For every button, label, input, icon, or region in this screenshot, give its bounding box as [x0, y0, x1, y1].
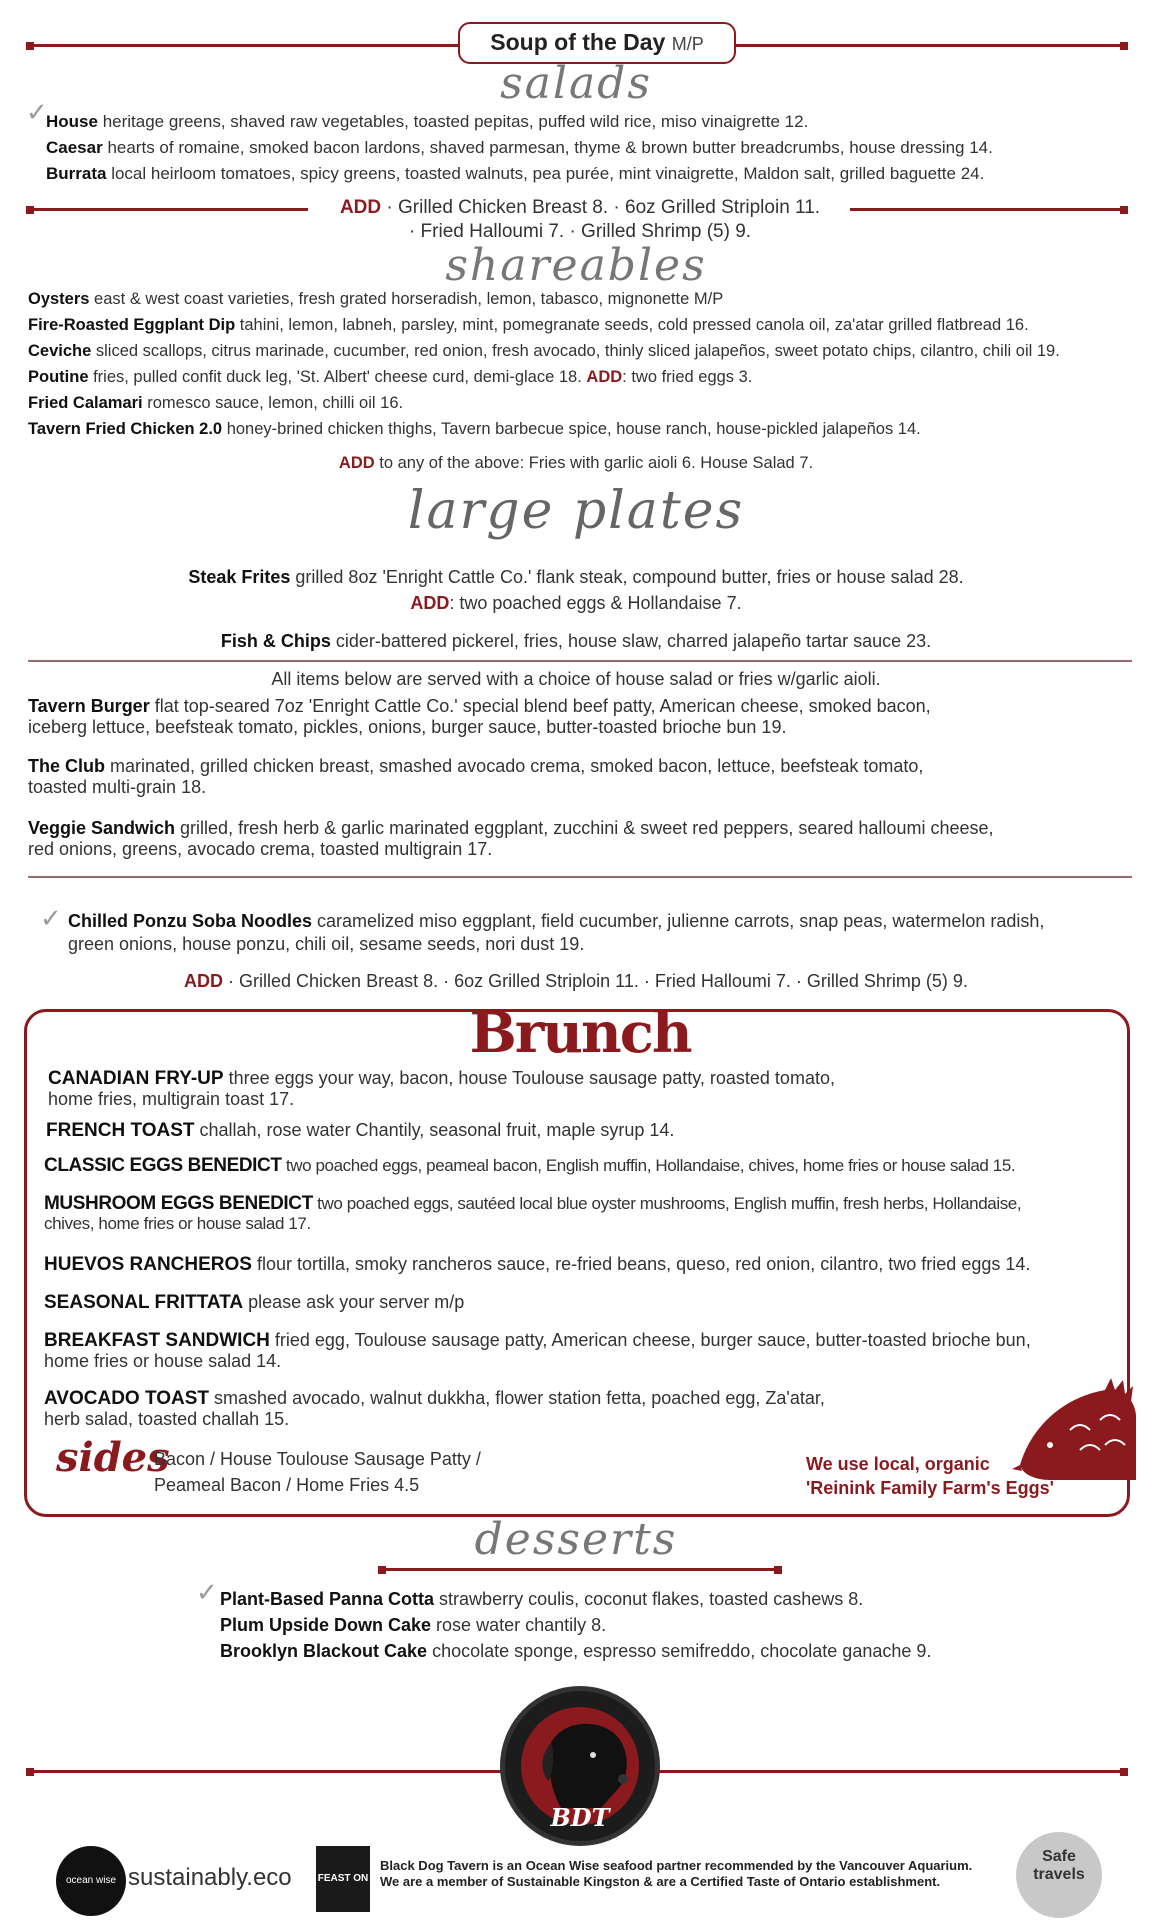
black-dog-tavern-logo	[500, 1686, 660, 1846]
sides-list: Bacon / House Toulouse Sausage Patty / Peameal Bacon / Home Fries 4.5	[154, 1449, 481, 1495]
brunch-item: SEASONAL FRITTATA please ask your server m/p	[44, 1292, 465, 1313]
sandwich-item: Veggie Sandwich grilled, fresh herb & garlic marinated eggplant, zucchini & sweet red peppers, seared halloumi cheese, red onions, greens, avocado crema, toasted multigrain 17.	[28, 818, 994, 859]
logo-monogram: BDT	[550, 1803, 610, 1832]
soba-add-ons: ADD · Grilled Chicken Breast 8. · 6oz Grilled Striploin 11. · Fried Halloumi 7. · Grilled Shrimp (5) 9.	[184, 971, 968, 991]
brunch-heading: Brunch	[469, 1000, 691, 1066]
steak-frites: Steak Frites grilled 8oz 'Enright Cattle Co.' flank steak, compound butter, fries or house salad 28.	[188, 567, 964, 587]
safe-travels-badge	[1016, 1832, 1102, 1918]
soba-noodles: Chilled Ponzu Soba Noodles caramelized miso eggplant, field cucumber, julienne carrots, snap peas, watermelon radish, green onions, house ponzu, chili oil, sesame seeds, nori dust 19.	[68, 911, 1045, 954]
hedgehog-illustration	[1010, 1370, 1140, 1490]
dessert-item: Brooklyn Blackout Cake chocolate sponge, espresso semifreddo, chocolate ganache 9.	[220, 1641, 932, 1661]
divider	[28, 876, 1132, 878]
sides-heading: sides	[56, 1434, 170, 1481]
brunch-item: HUEVOS RANCHEROS flour tortilla, smoky rancheros sauce, re-fried beans, queso, red onion, cilantro, two fried eggs 14.	[44, 1254, 1031, 1275]
divider	[28, 660, 1132, 662]
shareable-item: Poutine fries, pulled confit duck leg, 'St. Albert' cheese curd, demi-glace 18. ADD: two fried eggs 3.	[28, 368, 753, 386]
divider	[850, 208, 1126, 211]
divider	[28, 44, 460, 47]
divider	[380, 1568, 780, 1571]
brunch-item: CANADIAN FRY-UP three eggs your way, bacon, house Toulouse sausage patty, roasted tomato, home fries, multigrain toast 17.	[48, 1068, 835, 1109]
brunch-item: BREAKFAST SANDWICH fried egg, Toulouse sausage patty, American cheese, burger sauce, butter-toasted brioche bun, home fries or house salad 14.	[44, 1330, 1031, 1371]
steak-frites-add-on: ADD: two poached eggs & Hollandaise 7.	[410, 593, 742, 613]
brunch-item: FRENCH TOAST challah, rose water Chantily, seasonal fruit, maple syrup 14.	[46, 1120, 675, 1141]
safe-travels-text: Safe travels	[1033, 1848, 1085, 1883]
salad-item: House heritage greens, shaved raw vegetables, toasted pepitas, puffed wild rice, miso vinaigrette 12.	[46, 112, 809, 131]
brunch-item: CLASSIC EGGS BENEDICT two poached eggs, peameal bacon, English muffin, Hollandaise, chives, home fries or house salad 15.	[44, 1155, 1016, 1176]
shareables-heading: shareables	[445, 240, 707, 291]
ocean-wise-logo	[56, 1846, 126, 1916]
vegetarian-leaf-icon: ✓	[196, 1578, 218, 1608]
sandwich-item: Tavern Burger flat top-seared 7oz 'Enright Cattle Co.' special blend beef patty, American cheese, smoked bacon, iceberg lettuce, beefsteak tomato, pickles, onions, burger sauce, butter-toasted brioche bun 19.	[28, 696, 931, 737]
footer-note: Black Dog Tavern is an Ocean Wise seafood partner recommended by the Vancouver Aquarium. We are a member of Sustainable Kingston & are a Certified Taste of Ontario establishment.	[380, 1858, 973, 1889]
salad-item: Burrata local heirloom tomatoes, spicy greens, toasted walnuts, pea purée, mint vinaigrette, Maldon salt, grilled baguette 24.	[46, 164, 985, 183]
desserts-heading: desserts	[474, 1514, 678, 1565]
shareable-item: Ceviche sliced scallops, citrus marinade, cucumber, red onion, fresh avocado, thinly sliced jalapeños, sweet potato chips, cilantro, chili oil 19.	[28, 342, 1060, 360]
divider	[28, 208, 308, 211]
brunch-item: AVOCADO TOAST smashed avocado, walnut dukkha, flower station fetta, poached egg, Za'atar, herb salad, toasted challah 15.	[44, 1388, 825, 1429]
feast-on-text: FEAST ON	[317, 1873, 369, 1884]
large-plates-heading: large plates	[407, 481, 745, 541]
shareables-add-ons: ADD to any of the above: Fries with garlic aioli 6. House Salad 7.	[338, 454, 814, 472]
salad-add-ons-line2: · Fried Halloumi 7. · Grilled Shrimp (5) 9.	[408, 221, 752, 242]
fish-and-chips: Fish & Chips cider-battered pickerel, fries, house slaw, charred jalapeño tartar sauce 23.	[220, 631, 932, 651]
soup-price: M/P	[671, 34, 704, 54]
dessert-item: Plum Upside Down Cake rose water chantily 8.	[220, 1615, 607, 1635]
divider	[736, 44, 1126, 47]
salads-heading: salads	[500, 58, 652, 109]
served-with-note: All items below are served with a choice of house salad or fries w/garlic aioli.	[271, 669, 881, 689]
vegetarian-leaf-icon: ✓	[40, 904, 62, 934]
sandwich-item: The Club marinated, grilled chicken breast, smashed avocado crema, smoked bacon, lettuce, beefsteak tomato, toasted multi-grain 18.	[28, 756, 924, 797]
salad-add-ons: ADD · Grilled Chicken Breast 8. · 6oz Grilled Striploin 11.	[339, 197, 821, 218]
shareable-item: Fire-Roasted Eggplant Dip tahini, lemon, labneh, parsley, mint, pomegranate seeds, cold pressed canola oil, za'atar grilled flatbread 16.	[28, 316, 1029, 334]
ocean-wise-text: ocean wise	[65, 1875, 117, 1886]
feast-on-logo	[316, 1846, 370, 1912]
eggs-note: We use local, organic 'Reinink Family Farm's Eggs'	[806, 1454, 1054, 1498]
sustainably-logo: sustainably.eco	[128, 1864, 292, 1891]
shareable-item: Tavern Fried Chicken 2.0 honey-brined chicken thighs, Tavern barbecue spice, house ranch, house-pickled jalapeños 14.	[28, 420, 921, 438]
dessert-item: Plant-Based Panna Cotta strawberry coulis, coconut flakes, toasted cashews 8.	[220, 1589, 864, 1609]
soup-label: Soup of the Day	[490, 29, 666, 55]
vegetarian-leaf-icon: ✓	[26, 98, 48, 128]
shareable-item: Fried Calamari romesco sauce, lemon, chilli oil 16.	[28, 394, 404, 412]
shareable-item: Oysters east & west coast varieties, fresh grated horseradish, lemon, tabasco, mignonette M/P	[28, 290, 724, 308]
salad-item: Caesar hearts of romaine, smoked bacon lardons, shaved parmesan, thyme & brown butter breadcrumbs, house dressing 14.	[46, 138, 993, 157]
brunch-item: MUSHROOM EGGS BENEDICT two poached eggs, sautéed local blue oyster mushrooms, English muffin, fresh herbs, Hollandaise, chives, home fries or house salad 17.	[44, 1193, 1022, 1233]
